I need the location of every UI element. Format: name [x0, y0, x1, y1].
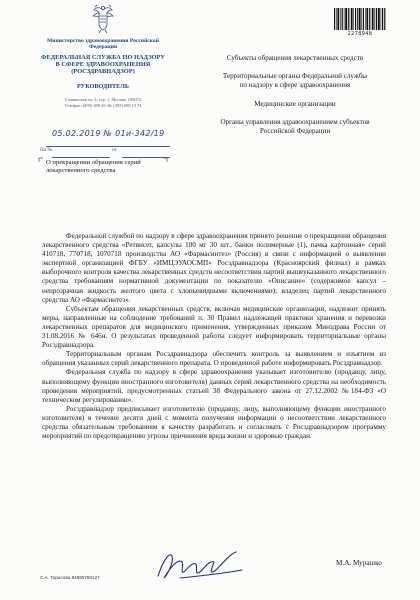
recipient-item: Территориальные органы Федеральной службы по надзору в сфере здравоохранения — [222, 72, 368, 90]
body-paragraph: Федеральная служба по надзору в сфере здравоохранения указывает изготовителю (продавцу, лицу, выполняющему функции иностранного изготовителя) данных серий лекарственного средства на необходимость проведения мероприятий, предусмотренных статьей 38 Федерального закона от 27.12.2002 №184-ФЗ «О техническом регулировании». — [42, 368, 386, 404]
recipients-block — [220, 54, 370, 145]
body-paragraph: Федеральной службой по надзору в сфере здравоохранения принято решение о прекращении обращения лекарственного средства «Ретвисет, капсулы 100 мг 30 шт., банки полимерные (1), пачка картонная» серий 410718, 770718, 1070718 производства АО «Фармасинтез» (Россия) в связи с информацией о выявлении экспертной организацией ФГБУ «ИМЦЭУАОСМП» Росздравнадзора (Красноярский филиал) в рамках выборочного контроля качества лекарственных средств несоответствия партий вышеуказанного лекарственного средства требованиям нормативной документации по показателю «Описание» (содержимое капсул – непрозрачная жидкость желтого цвета с хлопьевидными включениями); владелец партий лекарственного средства АО «Фармасинтез». — [42, 232, 386, 304]
body-paragraph: Росздравнадзор предписывает изготовителю (продавцу, лицу, выполняющему функции иностранного изготовителя) в течение десяти дней с момента получения информации о несоответствии лекарственного средства обязательным требованиям к качеству разработать и согласовать с Росздравнадзором программу мероприятий по предотвращению угрозы причинения вреда жизни и здоровью граждан. — [42, 404, 386, 441]
address-line-2: Телефон: (495) 698 45 38; (495) 698 15 74 — [64, 102, 142, 108]
handwritten-reg-number: 05.02.2019 № 01и-342/19 — [52, 129, 165, 138]
executor-contact: С.А. Тарасова 84995780127 — [40, 575, 100, 580]
handwritten-signature — [150, 548, 250, 584]
body-paragraph: Субъектам обращения лекарственных средств, включая медицинские организации, надлежит принять меры, направленные на соблюдение требований п. 30 Правил надлежащей практики хранения и перевозки лекарственных препаратов для медицинского применения, утвержденных приказом Минздрава России от 31.08.2016 № 646н. О результатах проведенной работы следует информировать территориальные органы Росздравнадзора. — [42, 304, 386, 350]
recipient-item: Органы управления здравоохранением субъектов Российской Федерации — [220, 117, 370, 136]
recipient-item: Субъекты обращения лекарственных средств — [226, 54, 364, 62]
sender-block — [40, 38, 166, 108]
barcode-icon — [334, 8, 386, 30]
address-line-1: Славянская пл. 4, стр. 1, Москва, 109074 — [65, 97, 141, 103]
reply-date-label: от — [112, 147, 117, 153]
barcode-number: 2278948 — [347, 31, 373, 37]
reply-to-label: На № — [40, 147, 53, 153]
recipient-item: Медицинские организации — [254, 99, 336, 108]
registration-line — [40, 137, 180, 147]
rukovoditel-label: РУКОВОДИТЕЛЬ — [77, 83, 129, 91]
coat-of-arms-icon — [90, 4, 116, 34]
service-name: ФЕДЕРАЛЬНАЯ СЛУЖБА ПО НАДЗОРУ В СФЕРЕ ЗДРАВООХРАНЕНИЯ (РОСЗДРАВНАДЗОР) — [41, 53, 165, 76]
letter-subject: О прекращении обращения серий лекарственного средства — [46, 159, 141, 175]
ministry-name: Министерство здравоохранения Российской Федерации — [47, 38, 159, 51]
body-paragraph: Территориальным органам Росздравнадзора обеспечить контроль за выявлением и изъятием из обращения указанных серий лекарственного препарата. О проведенной работе информировать Росздравнадзор. — [42, 350, 386, 368]
signatory-name: М.А. Мурашко — [336, 559, 382, 567]
letter-body — [42, 232, 386, 441]
